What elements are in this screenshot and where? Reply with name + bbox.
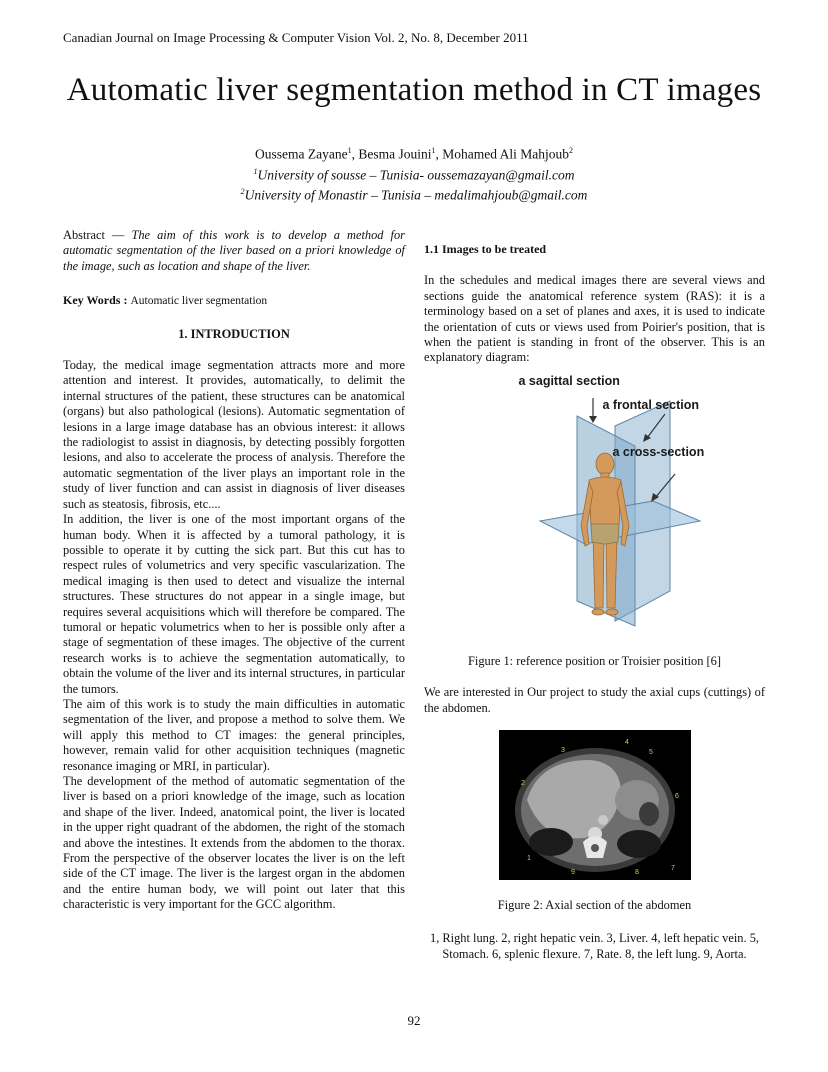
paper-title: Automatic liver segmentation method in CT images: [66, 72, 762, 108]
intro-paragraph: Today, the medical image segmentation attracts more and more attention and interest. It provides, automatically, to delimit the internal structures of the patient, these structures can be anatomical (organs) but also pathological (lesions). Automatic segmentation of lesions in a large image database has an obvious interest: it allows the radiologist to assist in diagnosis, by detecting possibly forgotten lesions, and also to accelerate the process of analysis. Therefore the automatic segmentation of the liver plays an important role in the study of liver function and can assist in diagnosis of liver diseases such as steatosis, fibrosis, etc....: [63, 358, 405, 511]
ct-scan-image: [499, 730, 691, 880]
journal-header: Canadian Journal on Image Processing & Computer Vision Vol. 2, No. 8, December 2011: [63, 30, 529, 45]
section-heading-introduction: 1. INTRODUCTION: [178, 326, 290, 341]
left-column: [63, 228, 405, 913]
page-number: 92: [407, 1013, 421, 1028]
intro-paragraph: In addition, the liver is one of the most important organs of the human body. When it is affected by a tumoral pathology, it is possible to operate it by cutting the sick part. But this cut has to respect rules of volumetrics and very specific vascularization. The medical imaging is then used to detect and visualize the internal structures. These structures do not appear in a single image, but requires several acquisitions which will therefore be compared. The tumoral or hepatic volumetrics when to her is possible only after a stage of segmentation of these images. The objective of the current research works is to achieve the segmentation automatically, to obtain the volume of the liver and its internal structures, in particular the tumors.: [63, 512, 405, 696]
abstract: Abstract — The aim of this work is to develop a method for automatic segmentation of the liver based on a priori knowledge of the image, such as location and shape of the liver.: [63, 228, 406, 273]
intro-paragraph: The development of the method of automatic segmentation of the liver is based on a priori knowledge of the image, such as location and shape of the liver. Indeed, anatomical point, the liver is located in the upper right quadrant of the abdomen, the right of the stomach and above the intestines. It extends from the abdomen to the thorax. From the perspective of the observer locates the liver is on the left side of the CT image. The liver is the largest organ in the abdomen and the entire human body, we will point out later that this characteristic is very important for the GCC algorithm.: [63, 774, 405, 912]
intro-paragraph: The aim of this work is to study the main difficulties in automatic segmentation of the liver, and propose a method to solve them. We will apply this method to CT images: the general principles, however, remain valid for other acquisition techniques (magnetic resonance imaging or MRI, in particular).: [63, 696, 405, 773]
label-cross-section: a cross-section: [612, 444, 705, 459]
ct-number-6: 6: [674, 793, 679, 801]
affiliation-1: $^1$University of sousse – Tunisia- oussemazayan@gmail.com: [253, 166, 575, 182]
section-heading-images: 1.1 Images to be treated: [424, 242, 547, 256]
ct-number-3: 3: [560, 747, 565, 755]
ct-number-7: 7: [670, 865, 675, 873]
figure-1-caption: Figure 1: reference position or Troisier position [6]: [468, 653, 721, 668]
section-paragraph: In the schedules and medical images there are several views and sections guide the anatomical reference system (RAS): it is a terminology based on a set of planes and axes, it is used to indicate the orientation of cuts or views used from Poirier's position, that is when the patient is standing in front of the observer. This is an explanatory diagram:: [424, 273, 765, 365]
section-paragraph-2: We are interested in Our project to study the axial cups (cuttings) of the abdomen.: [424, 685, 765, 715]
ct-number-8: 8: [634, 869, 639, 877]
ct-number-5: 5: [648, 749, 653, 757]
figure-axial-ct-image: [499, 730, 691, 880]
ct-number-9: 9: [570, 869, 575, 877]
affiliation-2: $^2$University of Monastir – Tunisia – medalimahjoub@gmail.com: [240, 187, 588, 203]
ct-number-4: 4: [624, 739, 629, 747]
label-sagittal-section: a sagittal section: [518, 373, 620, 388]
author-block: [0, 142, 828, 204]
anatomical-planes-diagram: [485, 373, 705, 646]
author-names: Oussema Zayane$^1$, Besma Jouini$^1$, Mohamed Ali Mahjoub$^2$: [255, 146, 573, 162]
figure-2-legend: 1, Right lung. 2, right hepatic vein. 3, Liver. 4, left hepatic vein. 5, Stomach. 6, splenic flexure. 7, Rate. 8, the left lung. 9, Aorta.: [430, 931, 759, 961]
figure-2-caption: Figure 2: Axial section of the abdomen: [497, 898, 692, 913]
keywords: Key Words : Automatic liver segmentation: [63, 293, 268, 308]
right-column: [424, 228, 765, 962]
label-frontal-section: a frontal section: [602, 397, 700, 412]
figure-reference-planes: [485, 373, 705, 646]
ct-number-1: 1: [526, 855, 531, 863]
ct-number-2: 2: [520, 780, 525, 788]
